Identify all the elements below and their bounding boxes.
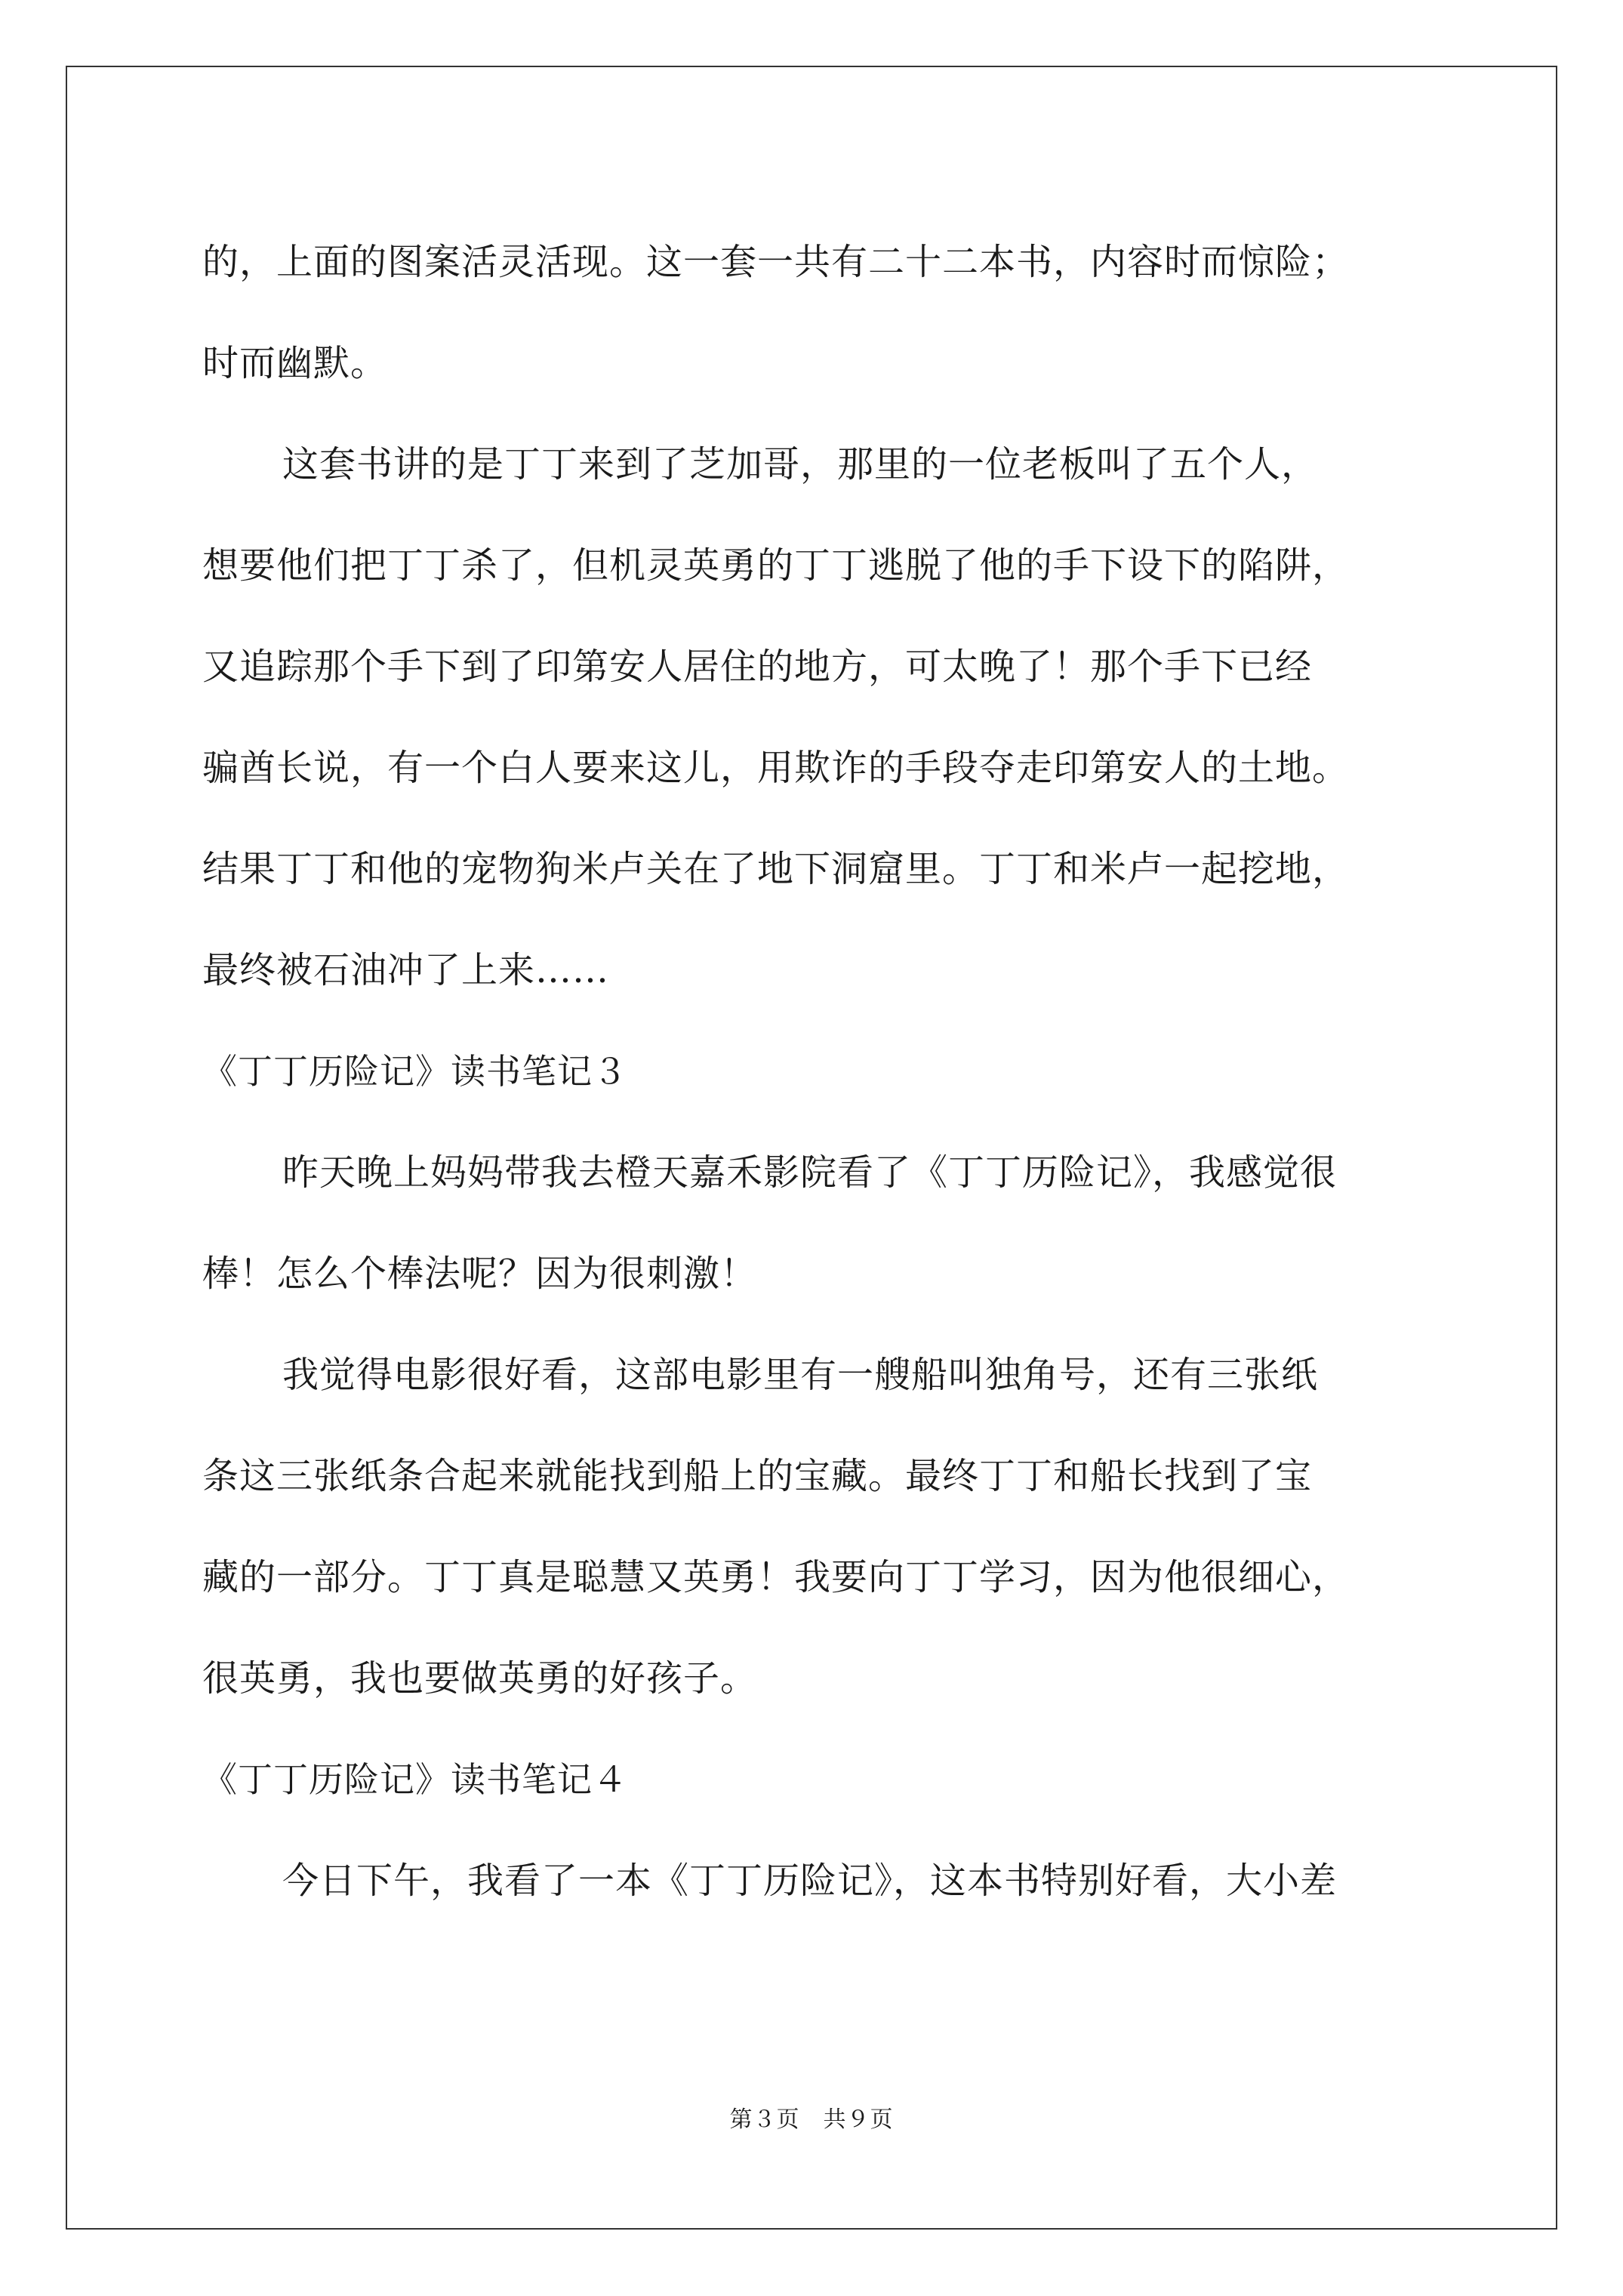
text-line: 又追踪那个手下到了印第安人居住的地方，可太晚了！那个手下已经 [202, 646, 1313, 688]
text-line: 的，上面的图案活灵活现。这一套一共有二十二本书，内容时而惊险； [202, 241, 1350, 283]
text-line: 时而幽默。 [202, 342, 388, 384]
text-line: 我觉得电影很好看，这部电影里有一艘船叫独角号，还有三张纸 [282, 1354, 1319, 1396]
text-line: 条这三张纸条合起来就能找到船上的宝藏。最终丁丁和船长找到了宝 [202, 1455, 1313, 1497]
text-line: 很英勇，我也要做英勇的好孩子。 [202, 1657, 758, 1700]
text-line: 这套书讲的是丁丁来到了芝加哥，那里的一位老板叫了五个人， [282, 443, 1319, 485]
document-body [202, 211, 1425, 1931]
section-heading: 《丁丁历险记》读书笔记３ [202, 1051, 628, 1092]
text-line: 想要他们把丁丁杀了，但机灵英勇的丁丁逃脱了他的手下设下的陷阱， [202, 544, 1350, 587]
text-line: 骗酋长说，有一个白人要来这儿，用欺诈的手段夺走印第安人的土地。 [202, 747, 1350, 789]
section-heading: 《丁丁历险记》读书笔记４ [202, 1759, 628, 1800]
text-line: 最终被石油冲了上来…… [202, 949, 610, 991]
text-line: 结果丁丁和他的宠物狗米卢关在了地下洞窟里。丁丁和米卢一起挖地， [202, 848, 1350, 890]
text-line: 藏的一部分。丁丁真是聪慧又英勇！我要向丁丁学习，因为他很细心， [202, 1556, 1350, 1598]
text-line: 棒！怎么个棒法呢？因为很刺激！ [202, 1253, 758, 1295]
page-footer: 第３页 共９页 [729, 2106, 894, 2133]
text-line: 今日下午，我看了一本《丁丁历险记》，这本书特别好看，大小差 [282, 1860, 1338, 1902]
text-line: 昨天晚上妈妈带我去橙天嘉禾影院看了《丁丁历险记》，我感觉很 [282, 1151, 1338, 1194]
